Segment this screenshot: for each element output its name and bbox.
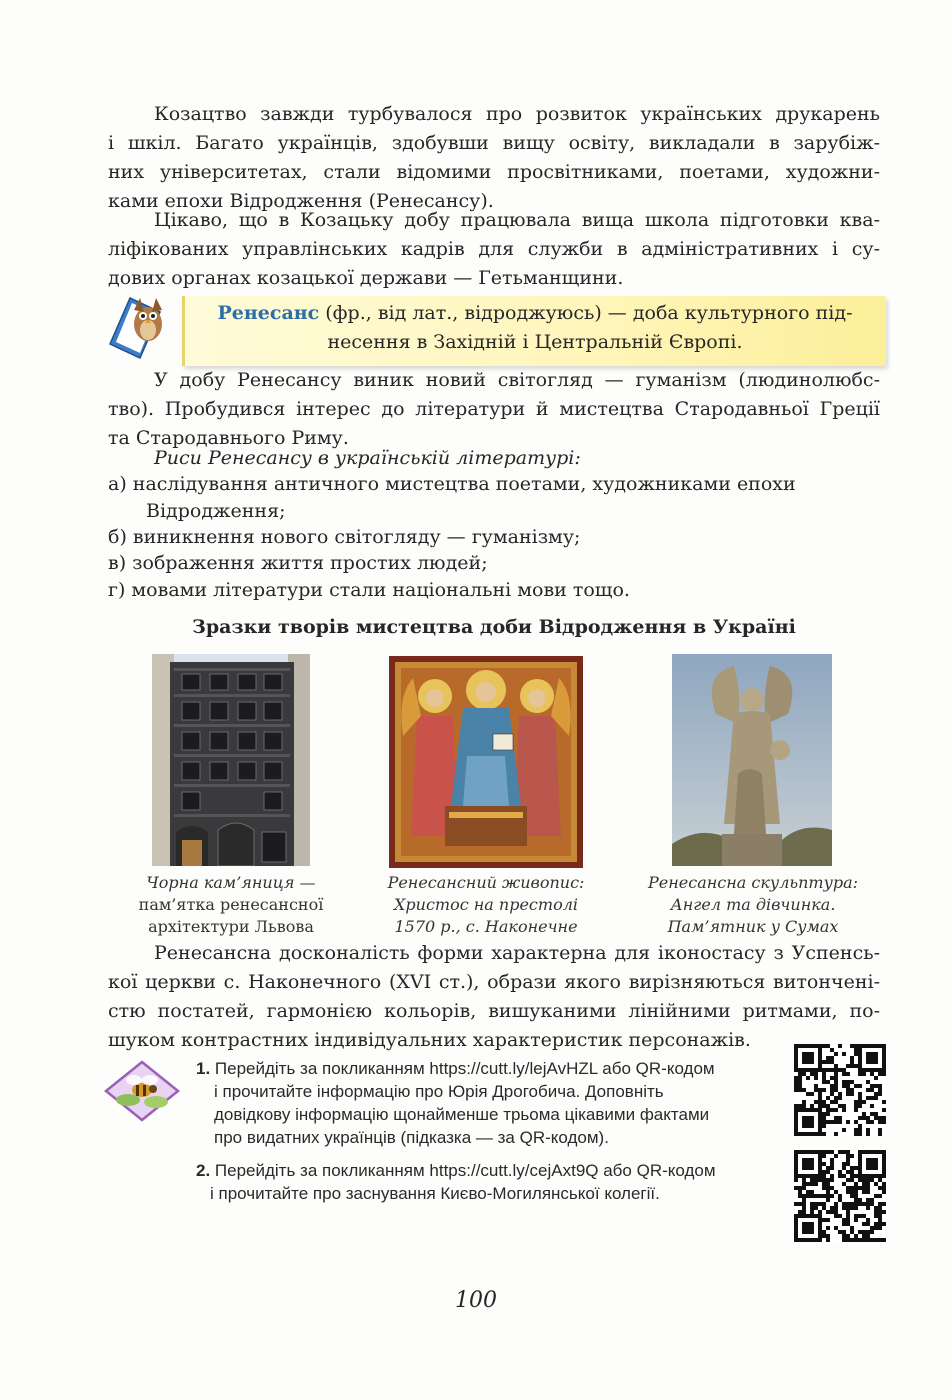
text-line: них університетах, стали відомими просвітниками, поетами, художни-: [108, 161, 880, 183]
gallery-heading: Зразки творів мистецтва доби Відродження в Україні: [192, 616, 796, 638]
caption-line: Ангел та дівчинка.: [670, 895, 836, 914]
task-number: 1.: [196, 1059, 211, 1078]
task-line: і прочитайте про заснування Києво-Могилянської колегії.: [210, 1184, 660, 1203]
definition-line-1: [200, 299, 870, 328]
caption-line: Христос на престолі: [394, 895, 578, 914]
qr-code-2[interactable]: [794, 1150, 886, 1242]
definition-line-2: несення в Західній і Центральній Європі.: [327, 331, 743, 353]
text-line: Ренесансна досконалість форми характерна для іконостасу з Успенсь-: [154, 942, 880, 964]
caption-line: архітектури Львова: [148, 917, 314, 936]
qr-code-1[interactable]: [794, 1044, 886, 1136]
bee-task-icon: [104, 1060, 180, 1122]
paragraph-iconostasis: [108, 939, 880, 1055]
list-title: Риси Ренесансу в українській літературі:: [154, 447, 581, 469]
task-line: довідкову інформацію щонайменше трьома цікавими фактами: [214, 1105, 710, 1124]
task-line: і прочитайте інформацію про Юрія Дрогобича. Доповніть: [214, 1082, 664, 1101]
text-line: і шкіл. Багато українців, здобувши вищу освіту, викладали в зарубіж-: [108, 132, 880, 154]
task-2: [196, 1159, 786, 1205]
task-number: 2.: [196, 1161, 211, 1180]
task-1: [196, 1057, 786, 1149]
list-item: б) виникнення нового світогляду — гуманізму;: [108, 526, 581, 548]
text-line: та Стародавнього Риму.: [108, 427, 349, 449]
paragraph-humanism: [108, 366, 880, 453]
text-line: кої церкви с. Наконечного (XVI ст.), образи якого вирізняються витончені-: [108, 971, 880, 993]
task-line: про видатних українців (підказка — за QR-кодом).: [214, 1128, 609, 1147]
paragraph-higher-school: [108, 206, 880, 293]
task-text: Перейдіть за покликанням https://cutt.ly/cejAxt9Q або QR-кодом: [210, 1161, 716, 1180]
task-line: [196, 1057, 786, 1080]
definition-term: Ренесанс: [217, 302, 320, 324]
caption-renaissance-painting: [376, 872, 596, 938]
definition-text: [200, 299, 870, 357]
angel-sculpture-image: [672, 654, 832, 866]
definition-description: (фр., від лат., відроджуюсь) — доба культурного під-: [319, 302, 853, 324]
list-item: а) наслідування античного мистецтва поетами, художниками епохи: [108, 473, 796, 495]
owl-book-icon: [104, 292, 178, 366]
paragraph-cossack-education: [108, 100, 880, 216]
black-stone-house-image: [152, 654, 310, 866]
task-text: Перейдіть за покликанням https://cutt.ly/lejAvHZL або QR-кодом: [210, 1059, 715, 1078]
list-item: в) зображення життя простих людей;: [108, 552, 488, 574]
list-item-continuation: Відродження;: [146, 500, 286, 522]
text-line: ліфікованих управлінських кадрів для служби в адміністративних і су-: [108, 238, 880, 260]
text-line: шуком контрастних індивідуальних характеристик персонажів.: [108, 1029, 751, 1051]
caption-line: Ренесансний живопис:: [387, 873, 585, 892]
caption-line: Ренесансна скульптура:: [647, 873, 859, 892]
caption-black-stone-house: [122, 872, 340, 938]
christ-on-throne-icon-image: [389, 656, 583, 868]
text-line: У добу Ренесансу виник новий світогляд — гуманізм (людинолюбс-: [154, 369, 880, 391]
task-line: [196, 1159, 786, 1182]
text-line: тво). Пробудився інтерес до літератури й мистецтва Стародавньої Греції: [108, 398, 880, 420]
caption-renaissance-sculpture: [636, 872, 870, 938]
text-line: дових органах козацької держави — Гетьманщини.: [108, 267, 624, 289]
caption-line: пам’ятка ренесансної: [138, 895, 324, 914]
text-line: ками епохи Відродження (Ренесансу).: [108, 190, 494, 212]
caption-line: 1570 р., с. Наконечне: [394, 917, 578, 936]
text-line: Козацтво завжди турбувалося про розвиток українських друкарень: [154, 103, 880, 125]
list-item: г) мовами літератури стали національні мови тощо.: [108, 579, 630, 601]
page-number: 100: [455, 1288, 497, 1313]
text-line: стю постатей, гармонією кольорів, вишуканими лінійними ритмами, по-: [108, 1000, 880, 1022]
caption-line: Пам’ятник у Сумах: [667, 917, 839, 936]
text-line: Цікаво, що в Козацьку добу працювала вища школа підготовки ква-: [154, 209, 880, 231]
caption-line: Чорна кам’яниця —: [146, 873, 316, 892]
